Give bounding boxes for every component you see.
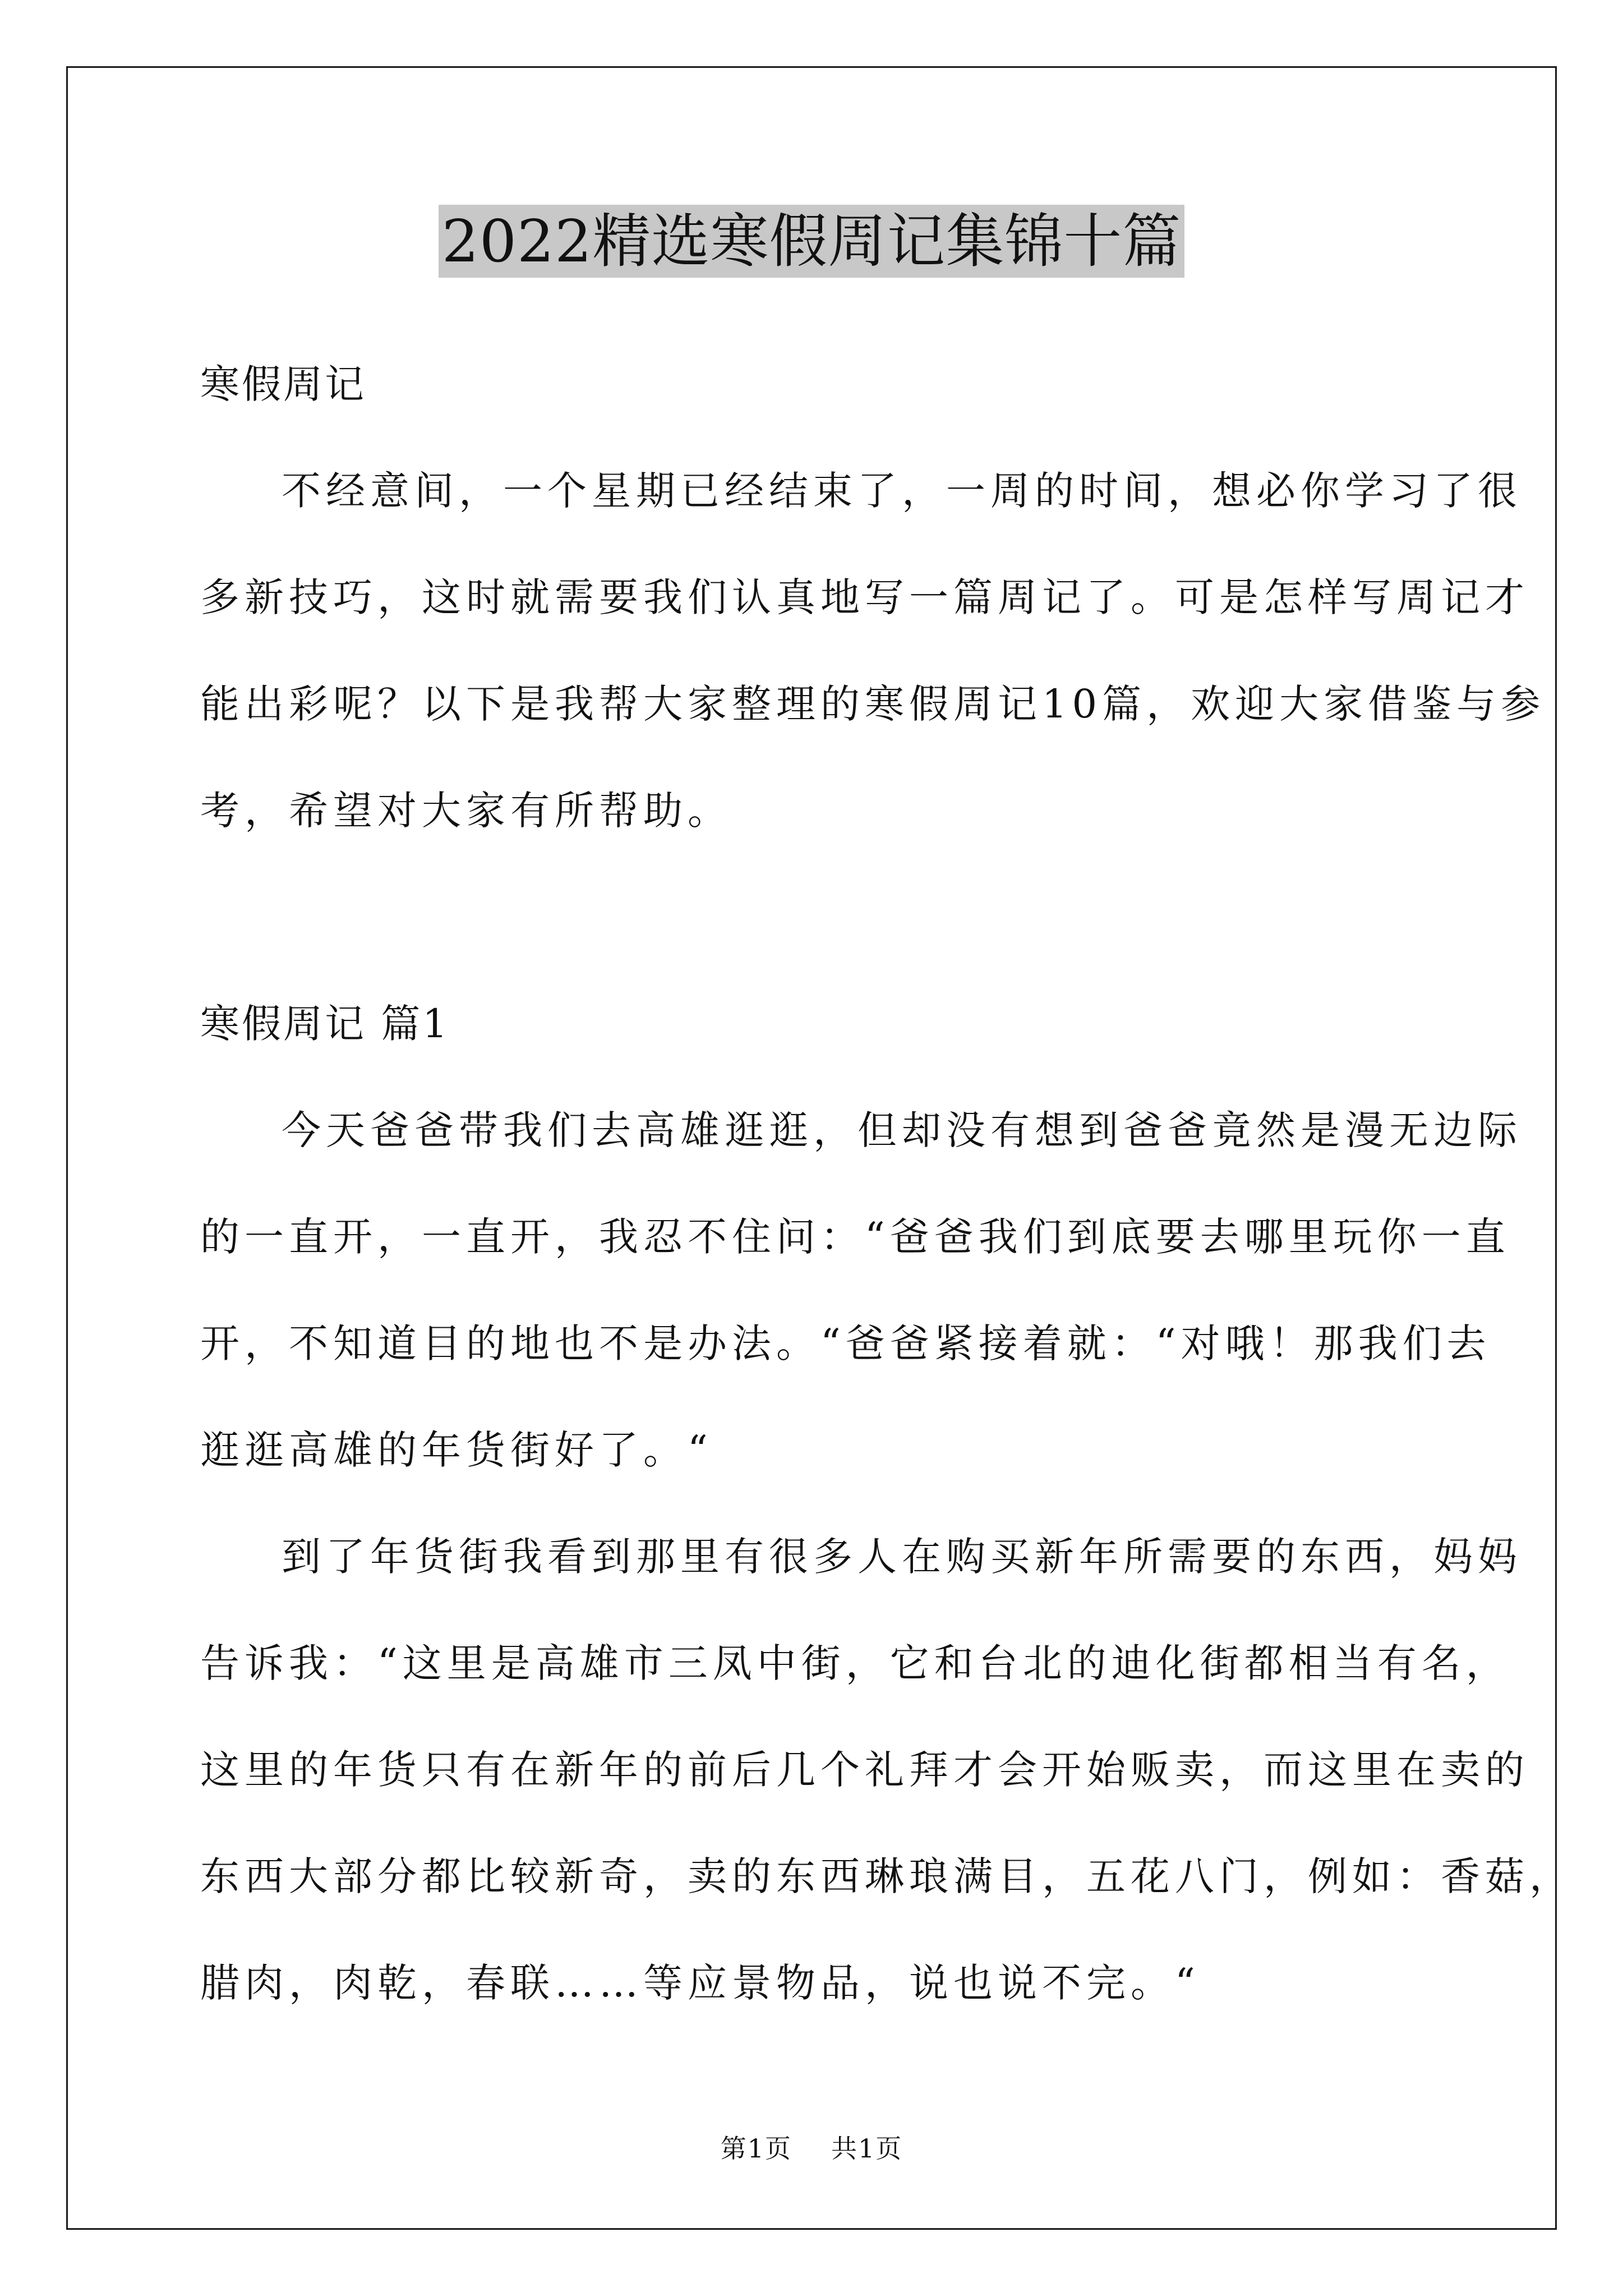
page-footer [0,2132,1623,2165]
intro-line: 不经意间，一个星期已经结束了，一周的时间，想必你学习了很 [282,468,1522,514]
title-container [0,205,1623,278]
page-number-total: 共1页 [831,2133,903,2164]
section-spacer [200,864,1468,970]
intro-line: 能出彩呢？以下是我帮大家整理的寒假周记10篇，欢迎大家借鉴与参 [200,681,1546,727]
section1-heading: 寒假周记 篇1 [200,1001,450,1047]
page-number-current: 第1页 [720,2133,792,2164]
section1-para2-line: 告诉我：“这里是高雄市三凤中街，它和台北的迪化街都相当有名， [200,1640,1510,1686]
intro-heading: 寒假周记 [200,361,366,407]
intro-line: 考，希望对大家有所帮助。 [200,788,732,834]
section1-para1-line: 逛逛高雄的年货街好了。“ [200,1427,713,1473]
section1-para2-line: 到了年货街我看到那里有很多人在购买新年所需要的东西，妈妈 [282,1534,1522,1580]
section1-para2-line: 这里的年货只有在新年的前后几个礼拜才会开始贩卖，而这里在卖的 [200,1747,1529,1793]
document-body [200,331,1574,2036]
section1-para1-line: 今天爸爸带我们去高雄逛逛，但却没有想到爸爸竟然是漫无边际 [282,1107,1522,1153]
section1-para2-line: 东西大部分都比较新奇，卖的东西琳琅满目，五花八门，例如：香菇， [200,1853,1574,1899]
section1-para1-line: 开，不知道目的地也不是办法。“爸爸紧接着就：“对哦！那我们去 [200,1320,1491,1366]
section1-para2-line: 腊肉，肉乾，春联……等应景物品，说也说不完。“ [200,1960,1200,2006]
intro-line: 多新技巧，这时就需要我们认真地写一篇周记了。可是怎样写周记才 [200,574,1529,620]
section1-para1-line: 的一直开，一直开，我忍不住问：“爸爸我们到底要去哪里玩你一直 [200,1214,1510,1260]
document-title: 2022精选寒假周记集锦十篇 [439,205,1185,278]
